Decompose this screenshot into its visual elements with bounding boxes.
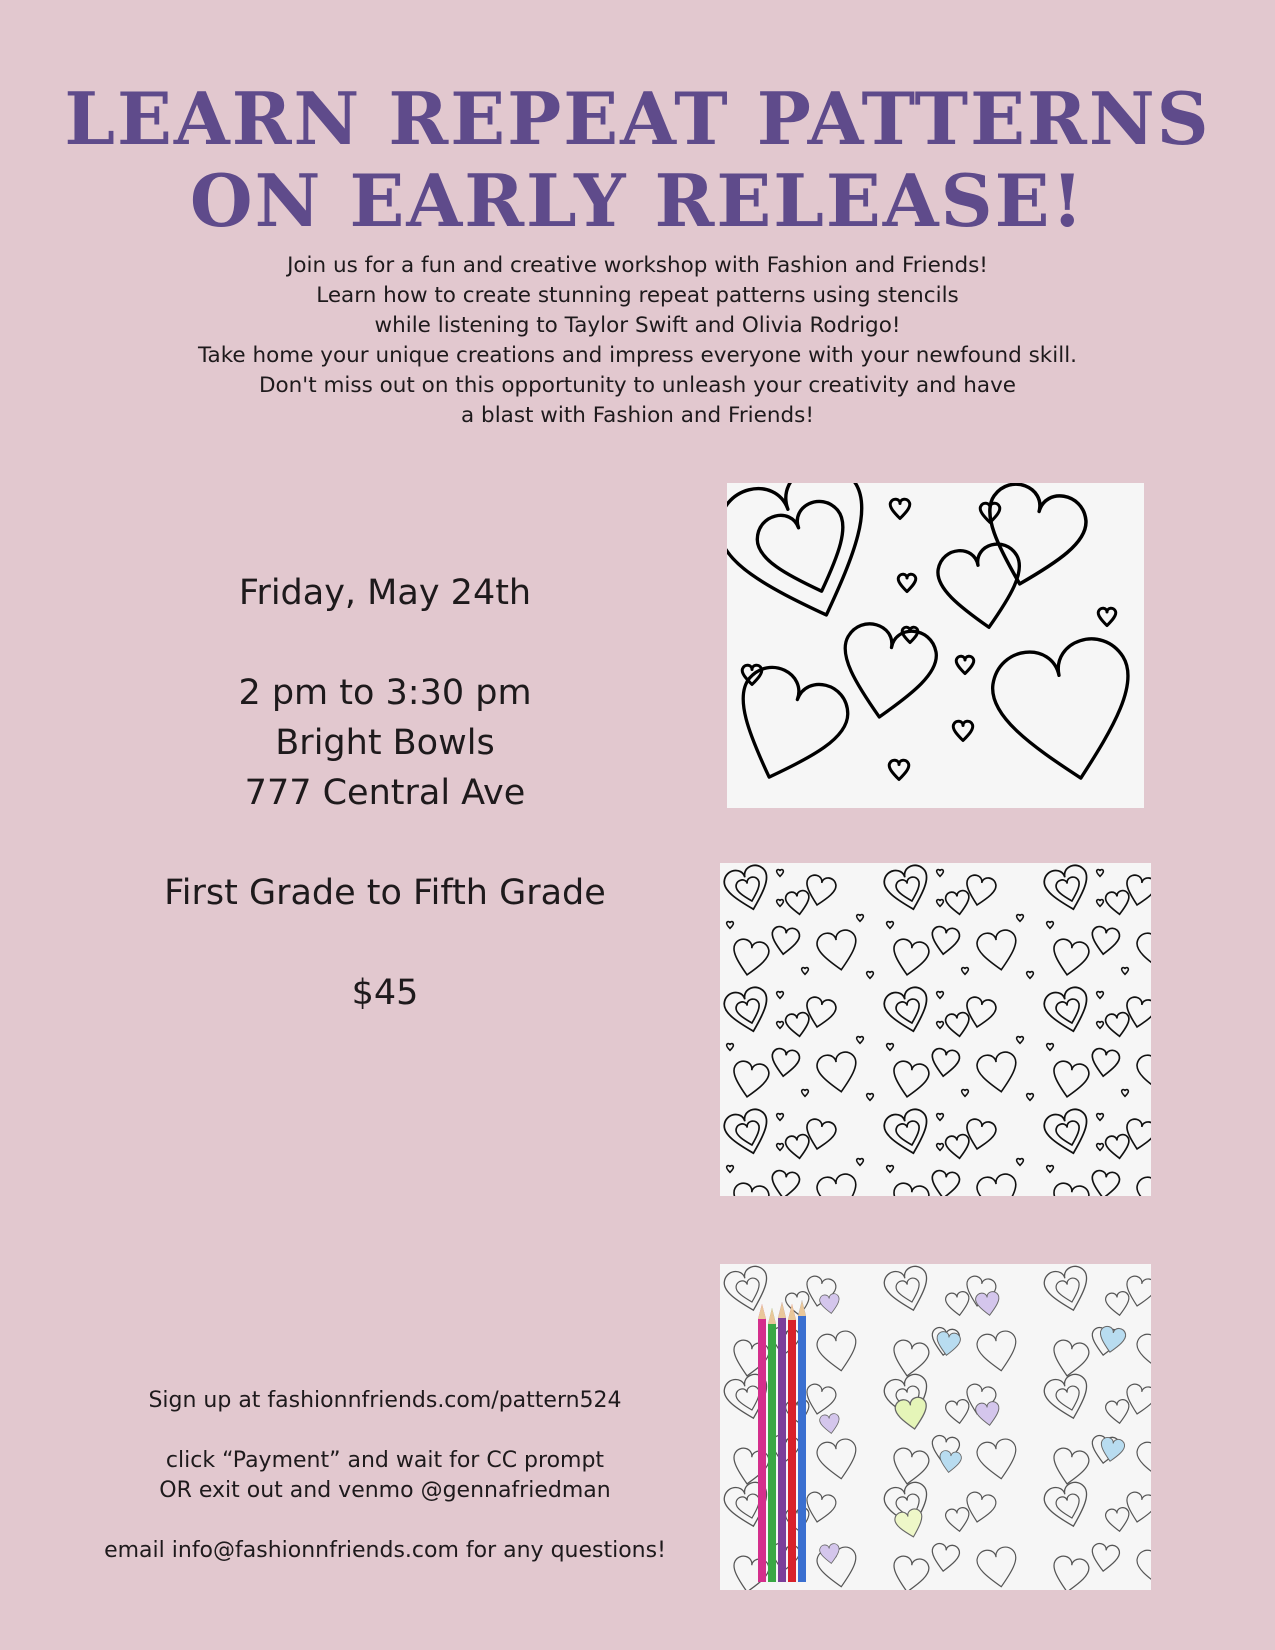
heart-pattern-image bbox=[720, 863, 1151, 1196]
title-line-2: ON EARLY RELEASE! bbox=[189, 158, 1086, 243]
spacer bbox=[70, 1416, 700, 1446]
spacer bbox=[90, 918, 680, 968]
poster-title bbox=[0, 78, 1275, 242]
event-address: 777 Central Ave bbox=[244, 773, 526, 813]
payment-instruction: click “Payment” and wait for CC prompt bbox=[165, 1448, 605, 1473]
intro-paragraph bbox=[60, 251, 1215, 431]
heart-pattern-drawing bbox=[720, 863, 1151, 1196]
spacer bbox=[90, 818, 680, 868]
signup-info bbox=[70, 1386, 700, 1566]
event-venue: Bright Bowls bbox=[275, 723, 495, 763]
intro-line: Take home your unique creations and impress everyone with your newfound skill. bbox=[197, 343, 1078, 368]
event-grades: First Grade to Fifth Grade bbox=[164, 873, 606, 913]
signup-url-line: Sign up at fashionnfriends.com/pattern524 bbox=[148, 1388, 622, 1413]
event-price: $45 bbox=[351, 973, 419, 1013]
colored-pattern-image bbox=[720, 1264, 1151, 1590]
venmo-instruction: OR exit out and venmo @gennafriedman bbox=[159, 1478, 611, 1503]
spacer bbox=[70, 1506, 700, 1536]
heart-stencil-image bbox=[727, 483, 1144, 808]
intro-line: while listening to Taylor Swift and Olivia Rodrigo! bbox=[374, 313, 901, 338]
contact-email-line: email info@fashionnfriends.com for any questions! bbox=[104, 1538, 666, 1563]
intro-line: Learn how to create stunning repeat patterns using stencils bbox=[316, 283, 959, 308]
colored-pattern-drawing bbox=[720, 1264, 1151, 1590]
title-line-1: LEARN REPEAT PATTERNS bbox=[64, 76, 1211, 161]
event-date: Friday, May 24th bbox=[238, 573, 532, 613]
spacer bbox=[90, 618, 680, 668]
intro-line: Don't miss out on this opportunity to unleash your creativity and have bbox=[258, 373, 1017, 398]
hearts-outline-drawing bbox=[727, 483, 1144, 808]
event-time: 2 pm to 3:30 pm bbox=[238, 673, 532, 713]
colored-pencils bbox=[758, 1300, 806, 1582]
event-details bbox=[90, 568, 680, 1018]
intro-line: a blast with Fashion and Friends! bbox=[461, 403, 814, 428]
intro-line: Join us for a fun and creative workshop with Fashion and Friends! bbox=[287, 253, 988, 278]
